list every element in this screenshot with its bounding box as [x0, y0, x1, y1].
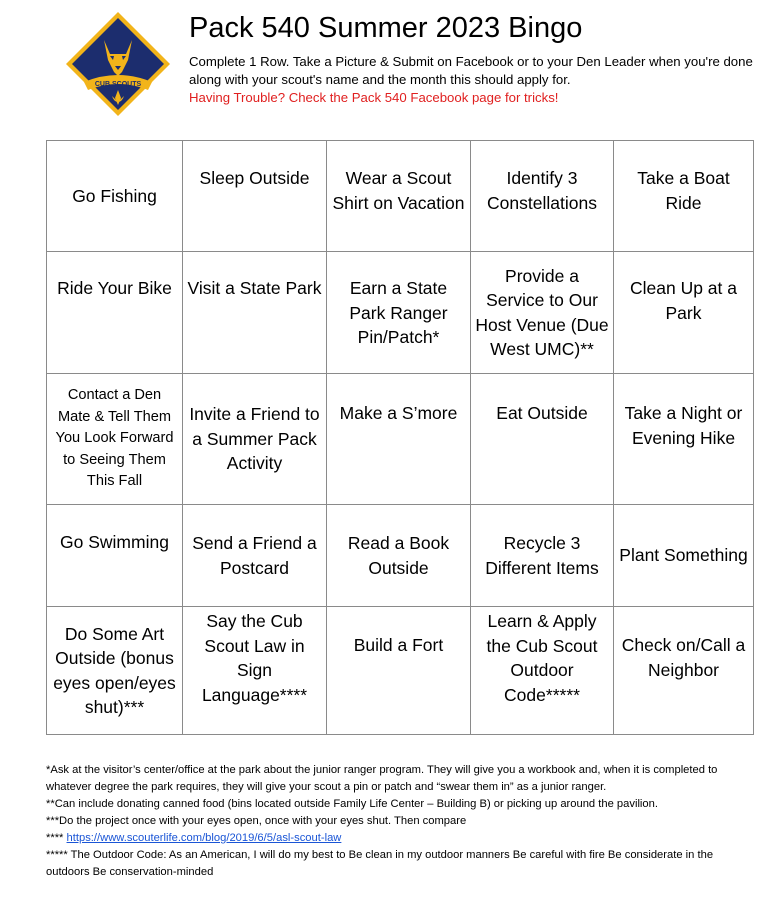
bingo-cell: Learn & Apply the Cub Scout Outdoor Code*****	[471, 607, 614, 735]
bingo-cell: Contact a Den Mate & Tell Them You Look Forward to Seeing Them This Fall	[47, 374, 183, 505]
bingo-cell: Go Swimming	[47, 505, 183, 607]
bingo-cell: Take a Boat Ride	[614, 141, 754, 252]
footnote-ranger: *Ask at the visitor’s center/office at the park about the junior ranger program. They will give you a workbook and, when it is completed to whatever degree the park requires, they will give your scout a pin or patch and “swear them in” as a junior ranger.	[46, 764, 718, 793]
footnote-marker: ****	[46, 832, 64, 844]
bingo-cell: Read a Book Outside	[327, 505, 471, 607]
footnote-sign-language	[46, 830, 746, 847]
bingo-cell: Clean Up at a Park	[614, 252, 754, 374]
bingo-cell: Go Fishing	[47, 141, 183, 252]
bingo-cell: Recycle 3 Different Items	[471, 505, 614, 607]
instructions	[189, 53, 759, 107]
bingo-cell: Do Some Art Outside (bonus eyes open/eyes shut)***	[47, 607, 183, 735]
help-alert: Having Trouble? Check the Pack 540 Facebook page for tricks!	[189, 90, 559, 105]
bingo-cell: Build a Fort	[327, 607, 471, 735]
bingo-row	[47, 607, 754, 735]
bingo-row	[47, 505, 754, 607]
bingo-cell: Sleep Outside	[183, 141, 327, 252]
bingo-row	[47, 252, 754, 374]
instructions-text: Complete 1 Row. Take a Picture & Submit on Facebook or to your Den Leader when you're done along with your scout's name and the month this should apply for.	[189, 54, 753, 87]
bingo-row	[47, 141, 754, 252]
cub-scouts-logo	[64, 10, 172, 118]
bingo-cell: Make a S’more	[327, 374, 471, 505]
bingo-cell: Provide a Service to Our Host Venue (Due West UMC)**	[471, 252, 614, 374]
footnote-service: **Can include donating canned food (bins located outside Family Life Center – Building B) or picking up around the pavilion.	[46, 798, 658, 810]
bingo-cell: Eat Outside	[471, 374, 614, 505]
bingo-cell: Invite a Friend to a Summer Pack Activity	[183, 374, 327, 505]
bingo-cell: Earn a State Park Ranger Pin/Patch*	[327, 252, 471, 374]
bingo-cell: Visit a State Park	[183, 252, 327, 374]
bingo-cell: Check on/Call a Neighbor	[614, 607, 754, 735]
bingo-cell: Ride Your Bike	[47, 252, 183, 374]
bingo-card	[46, 140, 754, 735]
bingo-cell: Wear a Scout Shirt on Vacation	[327, 141, 471, 252]
bingo-cell: Take a Night or Evening Hike	[614, 374, 754, 505]
bingo-row	[47, 374, 754, 505]
bingo-cell: Identify 3 Constellations	[471, 141, 614, 252]
footnote-art: ***Do the project once with your eyes open, once with your eyes shut. Then compare	[46, 815, 467, 827]
scout-law-asl-link[interactable]: https://www.scouterlife.com/blog/2019/6/5/asl-scout-law	[66, 832, 342, 844]
page-title: Pack 540 Summer 2023 Bingo	[189, 12, 583, 44]
bingo-cell: Send a Friend a Postcard	[183, 505, 327, 607]
bingo-cell: Say the Cub Scout Law in Sign Language****	[183, 607, 327, 735]
bingo-cell: Plant Something	[614, 505, 754, 607]
logo-text: CUB SCOUTS	[94, 81, 142, 88]
footnote-outdoor-code: ***** The Outdoor Code: As an American, I will do my best to Be clean in my outdoor manners Be careful with fire Be considerate in the outdoors Be conservation-minded	[46, 849, 714, 878]
footnotes	[46, 762, 746, 881]
